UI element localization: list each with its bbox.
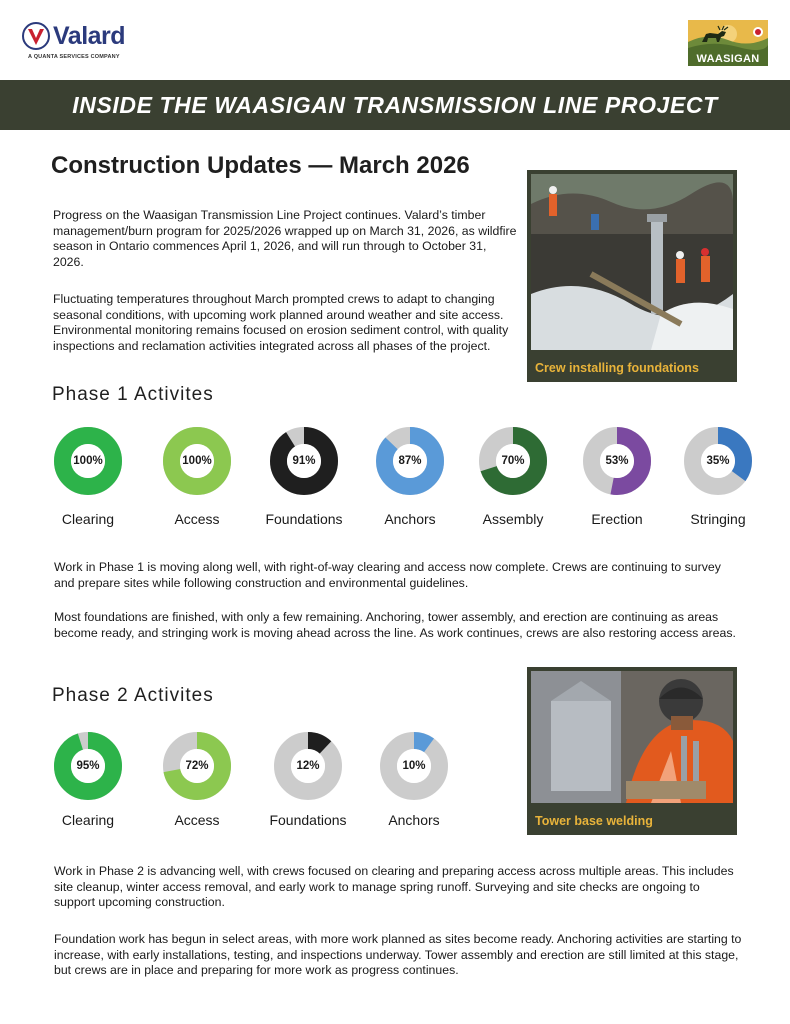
phase1-donut-access xyxy=(162,426,232,496)
welding-image xyxy=(531,671,733,803)
phase1-donut-assembly xyxy=(478,426,548,496)
phase2-paragraph-1: Work in Phase 2 is advancing well, with crews focused on clearing and preparing access across multiple areas. This includes site cleanup, winter access removal, and early work to manage spring runoff. Surveying and site checks are ongoing to support upcoming construction. xyxy=(54,864,734,910)
phase2-donut-value-foundations: 12% xyxy=(296,760,320,772)
phase1-label-foundations: Foundations xyxy=(265,511,343,527)
phase1-donut-value-access: 100% xyxy=(182,455,212,467)
phase2-paragraph-2: Foundation work has begun in select areas, with more work planned as sites become ready. Anchoring activities are starting to increase, with early installations, testing, and inspections underway. Tower assembly and erection are still limited at this stage, but crews are in place and preparing for more work as progress continues. xyxy=(54,932,742,978)
welder-image xyxy=(531,671,733,803)
phase1-donut-erection xyxy=(582,426,652,496)
phase2-donut-access xyxy=(162,731,232,801)
foundations-caption: Crew installing foundations xyxy=(535,361,699,375)
phase1-label-access: Access xyxy=(174,511,220,527)
phase1-donut-value-stringing: 35% xyxy=(706,455,730,467)
phase1-label-anchors: Anchors xyxy=(384,511,436,527)
phase2-donut-value-access: 72% xyxy=(185,760,209,772)
title-banner xyxy=(0,80,790,130)
page-title: Construction Updates — March 2026 xyxy=(51,152,470,179)
phase2-donut-value-anchors: 10% xyxy=(402,760,426,772)
phase1-donut-value-clearing: 100% xyxy=(73,455,103,467)
phase1-donut-value-assembly: 70% xyxy=(501,455,525,467)
phase2-label-anchors: Anchors xyxy=(388,812,440,828)
foundations-photo xyxy=(527,170,737,382)
valard-tagline: A QUANTA SERVICES COMPANY xyxy=(28,54,120,60)
phase2-donut-anchors xyxy=(379,731,449,801)
intro-paragraph-1: Progress on the Waasigan Transmission Line Project continues. Valard’s timber management/burn program for 2025/2026 wrapped up on March 31, 2026, as wildfire season in Ontario commences April 1, 2026, and will run through to October 31, 2026. xyxy=(53,208,517,269)
waasigan-wordmark: WAASIGAN xyxy=(696,53,760,65)
phase1-donut-anchors xyxy=(375,426,445,496)
phase1-donut-value-anchors: 87% xyxy=(398,455,422,467)
welding-caption: Tower base welding xyxy=(535,814,653,828)
phase1-paragraph-2: Most foundations are finished, with only a few remaining. Anchoring, tower assembly, and erection are continuing as areas become ready, and stringing work is moving ahead across the line. As work continues, crews are also restoring access areas. xyxy=(54,610,736,640)
intro-paragraph-2: Fluctuating temperatures throughout March prompted crews to adapt to changing seasonal conditions, with upcoming work planned around weather and site access. Environmental monitoring remains focused on erosion sediment control, with quality inspections and reclamation activities integrated across all phases of the project. xyxy=(53,292,509,353)
valard-wordmark: Valard xyxy=(53,22,126,50)
phase2-donut-foundations xyxy=(273,731,343,801)
phase2-title: Phase 2 Activites xyxy=(52,685,214,706)
waasigan-logo xyxy=(688,20,768,66)
phase1-label-clearing: Clearing xyxy=(61,511,115,527)
phase1-donut-stringing xyxy=(683,426,753,496)
phase2-label-foundations: Foundations xyxy=(269,812,347,828)
phase1-paragraph-1: Work in Phase 1 is moving along well, with right-of-way clearing and access now complete. Crews are continuing to survey and prepare sites while following construction and environmental guidelines. xyxy=(54,560,721,590)
valard-shield-icon xyxy=(22,22,50,50)
phase1-label-assembly: Assembly xyxy=(482,511,544,527)
phase1-label-stringing: Stringing xyxy=(690,511,746,527)
phase1-donut-clearing xyxy=(53,426,123,496)
phase1-donut-value-foundations: 91% xyxy=(292,455,316,467)
banner-title: INSIDE THE WAASIGAN TRANSMISSION LINE PROJECT xyxy=(72,92,718,118)
construction-site-image xyxy=(531,174,733,350)
phase1-title: Phase 1 Activites xyxy=(52,384,214,405)
foundations-image xyxy=(531,174,733,350)
phase1-donut-value-erection: 53% xyxy=(605,455,629,467)
phase1-label-erection: Erection xyxy=(591,511,643,527)
phase2-donut-value-clearing: 95% xyxy=(76,760,100,772)
phase2-donut-clearing xyxy=(53,731,123,801)
valard-logo xyxy=(22,22,162,64)
phase2-label-clearing: Clearing xyxy=(61,812,115,828)
phase2-label-access: Access xyxy=(174,812,220,828)
welding-photo xyxy=(527,667,737,835)
phase1-donut-foundations xyxy=(269,426,339,496)
